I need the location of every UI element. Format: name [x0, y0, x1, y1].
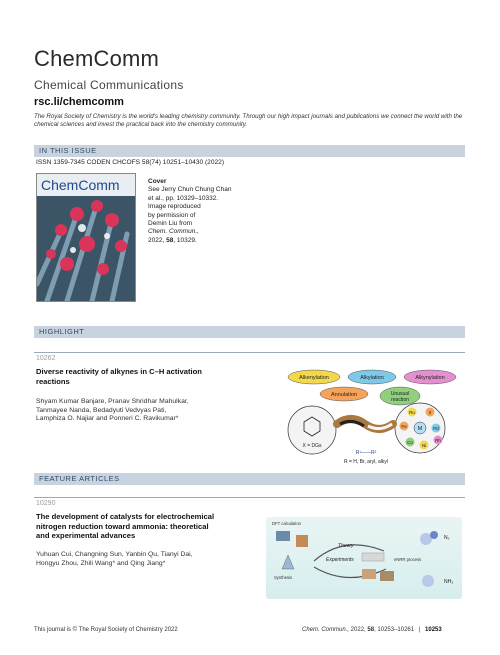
metal-ru: Ru: [409, 410, 415, 415]
highlight-page-number: 10262: [36, 355, 56, 362]
feature-authors: Yuhuan Cui, Changning Sun, Yanbin Qu, Tianyi Dai, Hongyu Zhou, Zhili Wang* and Qing Jiang*: [36, 551, 193, 567]
metal-ni: Ni: [421, 443, 427, 448]
highlight-title[interactable]: Diverse reactivity of alkynes in C–H activation reactions: [36, 367, 202, 386]
label-dg: X = DGs: [302, 443, 322, 449]
feature-title[interactable]: The development of catalysts for electrochemical nitrogen reduction toward ammonia: theoretical and experimental advances: [36, 512, 215, 540]
metal-rh: Rh: [435, 438, 441, 443]
rsc-blurb: The Royal Society of Chemistry is the world's leading chemistry community. Through our high impact journals and publications we connect the world with the chemical sciences and invest the practical back into the chemistry community.: [34, 113, 463, 128]
label-nh3: NH₃: [444, 579, 454, 585]
journal-title: ChemComm: [34, 46, 160, 71]
label-metal: M: [417, 426, 423, 432]
cover-heading: Cover: [148, 178, 167, 185]
label-alkenylation: Alkenylation: [299, 375, 329, 381]
label-alkynylation: Alkynylation: [415, 375, 445, 381]
section-highlight: [34, 326, 465, 338]
metal-co: Co: [407, 440, 413, 445]
footer-citation: Chem. Commun., 2022, 58, 10253–10261 | 10253: [302, 627, 442, 633]
journal-url[interactable]: rsc.li/chemcomm: [34, 96, 124, 108]
label-alkylation: Alkylation: [360, 375, 384, 381]
cover-line: et al., pp. 10329–10332.: [148, 194, 219, 202]
metal-ir: Ir: [428, 410, 432, 415]
label-enrr: eNRR process: [394, 557, 422, 562]
cover-caption: [148, 178, 238, 245]
cover-citation: 2022, 58, 10329.: [148, 236, 197, 244]
cover-line: See Jerry Chun Chung Chan: [148, 186, 232, 194]
cover-masthead: ChemComm: [41, 177, 120, 193]
label-theory: Theory: [338, 543, 354, 549]
label-r-groups: R = H, Br, aryl, alkyl: [343, 459, 389, 465]
journal-subtitle: Chemical Communications: [34, 78, 184, 92]
issn-line: ISSN 1359-7345 CODEN CHCOFS 58(74) 10251–10430 (2022): [36, 159, 225, 166]
cover-line: Demin Liu from: [148, 220, 193, 228]
divider: [34, 497, 465, 498]
label-annulation: Annulation: [331, 392, 357, 398]
section-in-this-issue: [34, 145, 465, 157]
section-label: IN THIS ISSUE: [39, 146, 97, 155]
cover-art: [37, 174, 135, 301]
label-reaction: reaction: [391, 397, 409, 403]
metal-pd: Pd: [433, 426, 439, 431]
cover-line: Image reproduced: [148, 203, 201, 211]
label-experiments: Experiments: [326, 557, 354, 563]
label-dft: DFT calculation: [272, 521, 302, 526]
highlight-authors: Shyam Kumar Banjare, Pranav Shridhar Mahulkar, Tanmayee Nanda, Bedadyuti Vedvyas Pati, Lamphiza O. Najiar and Ponneri C. Ravikumar*: [36, 398, 189, 423]
section-label: HIGHLIGHT: [39, 327, 85, 336]
section-label: FEATURE ARTICLES: [39, 474, 120, 483]
cover-image[interactable]: [36, 173, 136, 302]
cover-line: Chem. Commun.,: [148, 228, 199, 236]
cover-line: by permission of: [148, 211, 196, 219]
highlight-graphical-abstract[interactable]: [282, 368, 462, 468]
label-alkyne: R¹——R²: [355, 450, 377, 456]
divider: [34, 352, 465, 353]
footer-page-number: 10253: [425, 627, 442, 633]
footer-copyright: This journal is © The Royal Society of Chemistry 2022: [34, 627, 178, 633]
label-n2: N₂: [444, 535, 450, 541]
label-synthesis: Synthesis: [274, 575, 293, 580]
feature-graphical-abstract[interactable]: [266, 517, 462, 599]
label-unusual: Unusual: [390, 391, 410, 397]
metal-fe: Fe: [401, 424, 407, 429]
feature-page-number: 10290: [36, 500, 56, 507]
section-feature-articles: [34, 473, 465, 485]
